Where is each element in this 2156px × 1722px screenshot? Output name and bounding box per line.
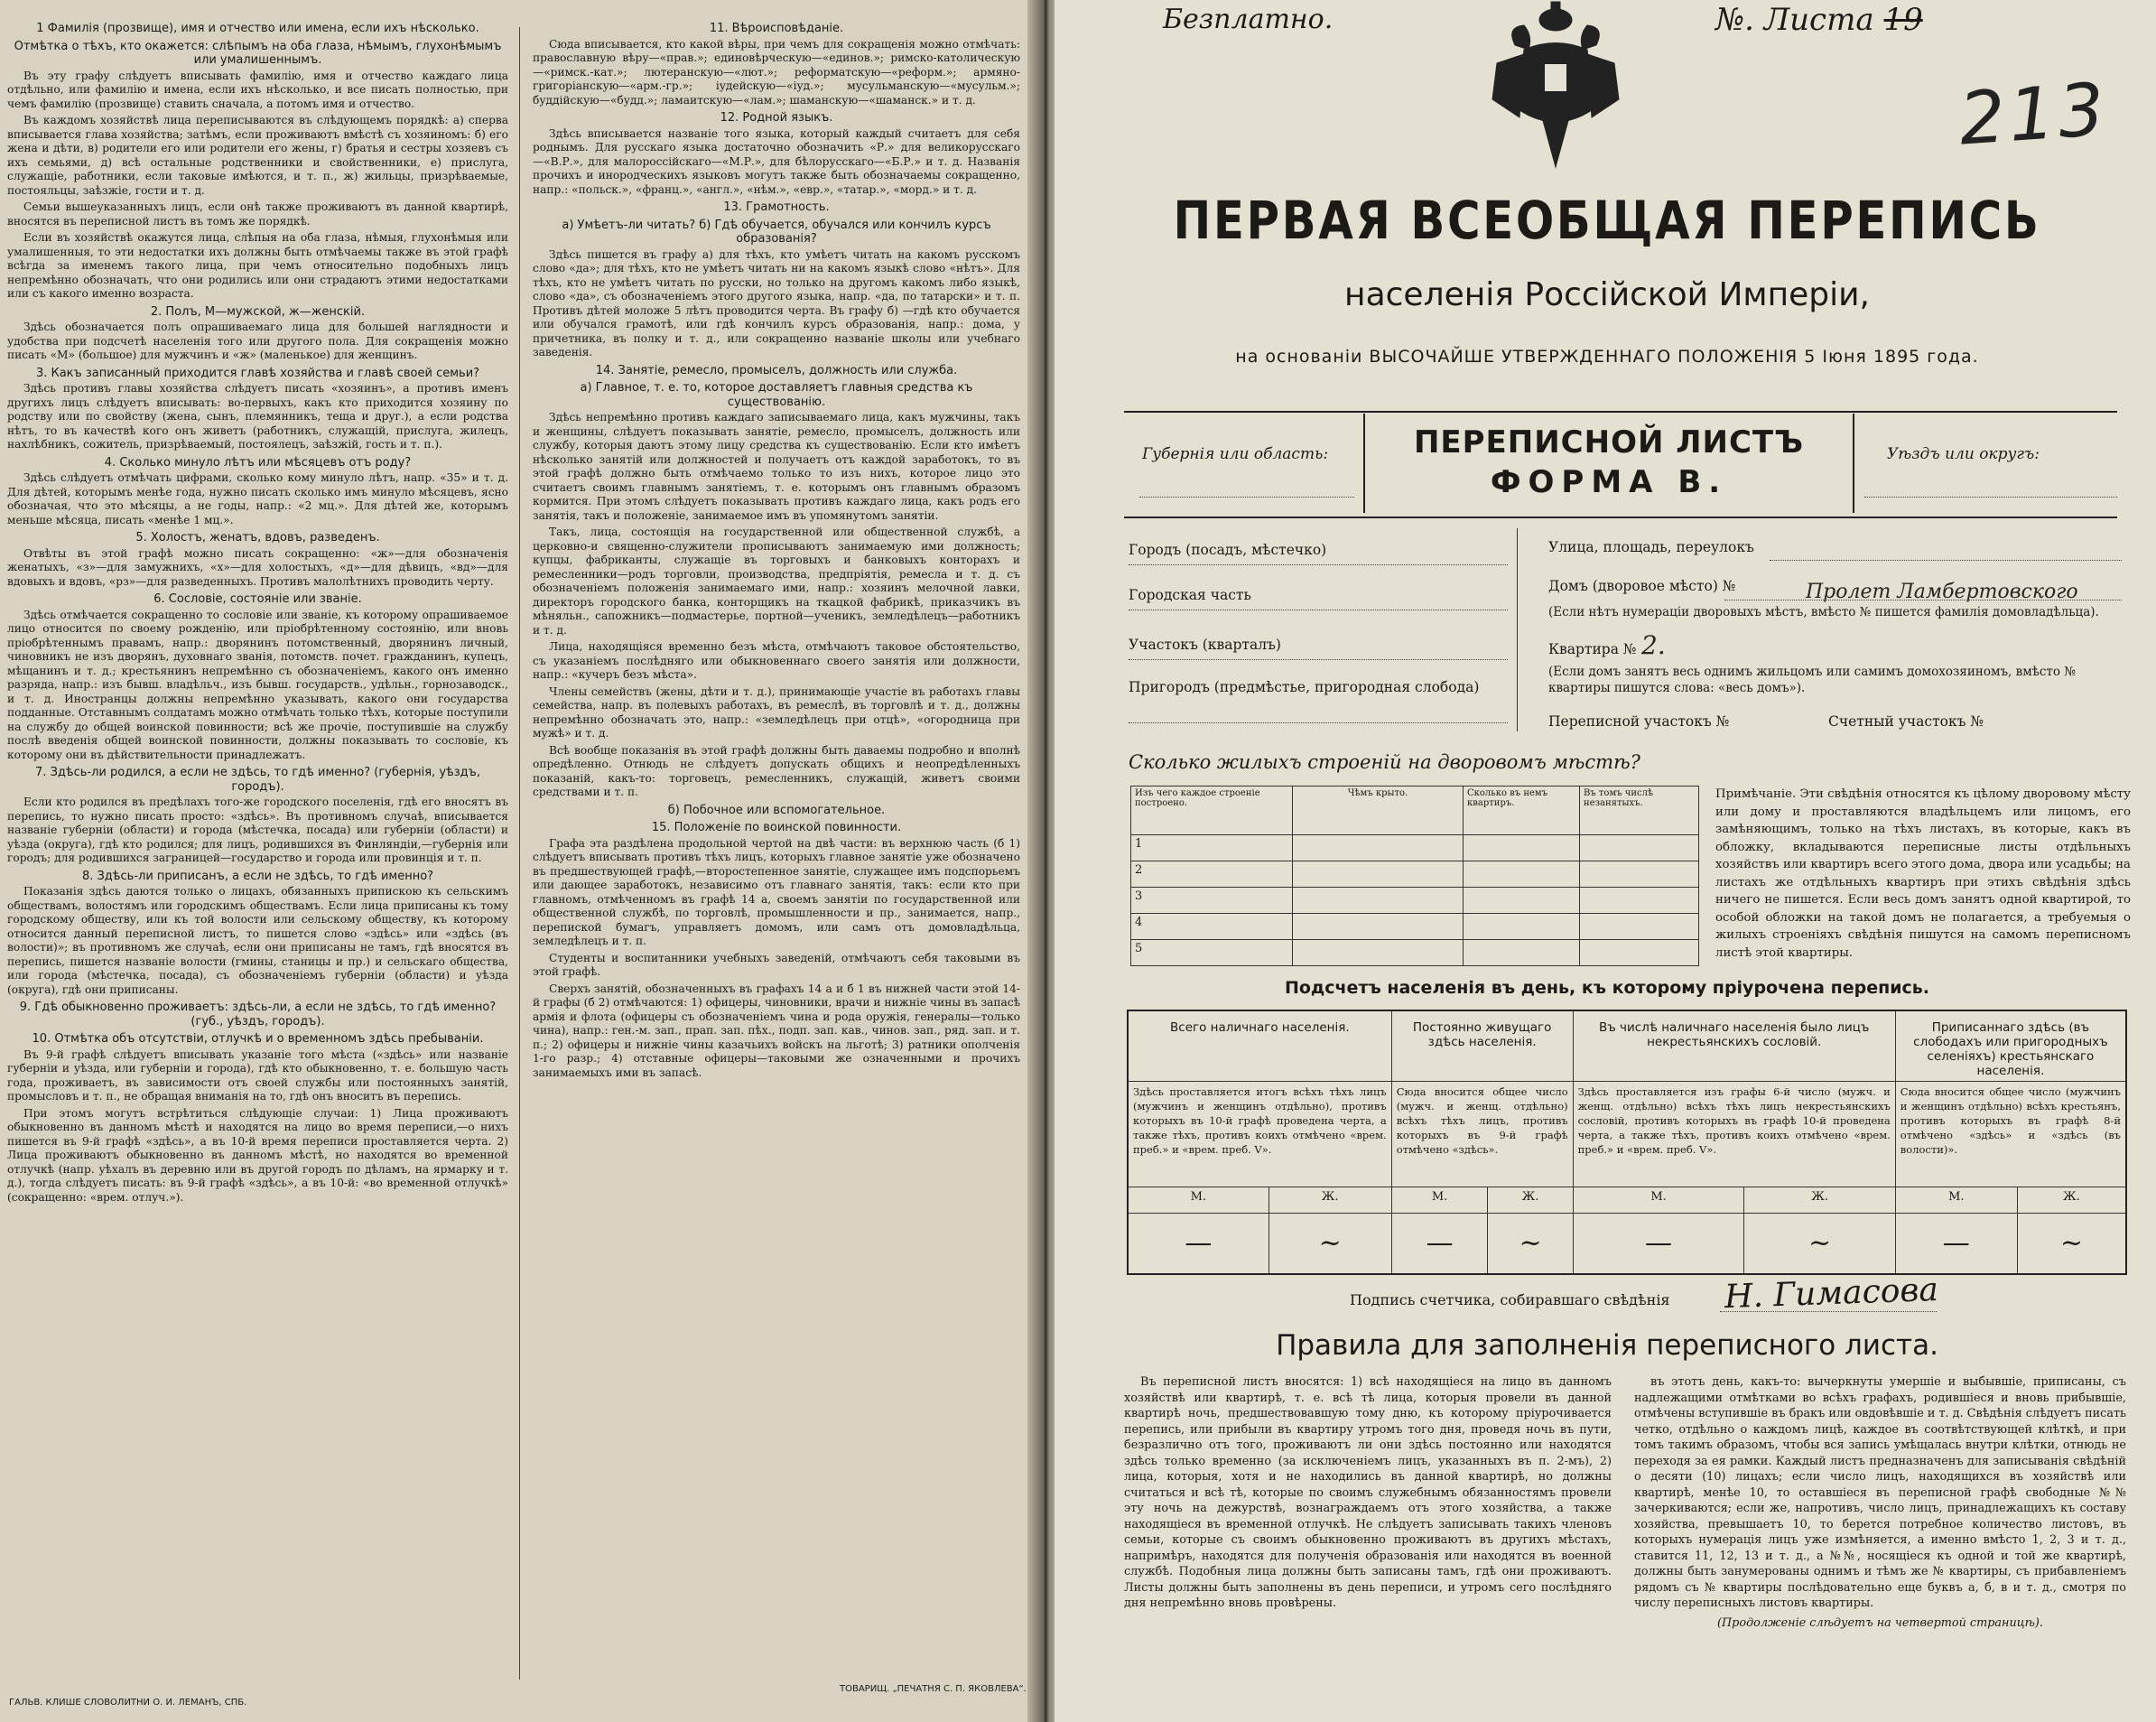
bld-cell[interactable] [1464,914,1580,940]
bld-cell[interactable] [1464,940,1580,966]
section-text: Всѣ вообще показанія въ этой графѣ должны быть даваемы подробно и вполнѣ опредѣленно. Отнюдь не слѣдуетъ допускать общихъ и неопредѣленныхъ показаній, какъ-то: торговецъ, ремесленникъ, служащій, живетъ своими средствами и т. п. [533,743,1020,798]
bld-header-vacant: Въ томъ числѣ незанятыхъ. [1580,787,1699,835]
female-col: Ж. [1744,1187,1895,1214]
suburb-field[interactable] [1129,722,1508,723]
section-heading: Отмѣтка о тѣхъ, кто окажется: слѣпымъ на оба глаза, нѣмымъ, глухонѣмымъ или умалишеннымъ. [14,39,502,67]
male-col: М. [1391,1187,1488,1214]
bld-cell[interactable] [1293,940,1464,966]
bld-header-apartments: Сколько въ немъ квартиръ. [1464,787,1580,835]
section-text: Въ эту графу слѣдуетъ вписывать фамилію, имя и отчество каждаго лица отдѣльно, или фамилію и имена, если ихъ нѣсколько, и все писать полностью, при чемъ фамилію (прозвище) ставить сначала, а потомъ имя и отчество. [7,69,508,110]
count-desc-present: Здѣсь проставляется итогъ всѣхъ тѣхъ лицъ (мужчинъ и женщинъ отдѣльно), противъ которыхъ въ 10-й графѣ проведена черта, а также тѣхъ, противъ коихъ отмѣчено «врем. преб.» и «врем. преб. V». [1128,1082,1391,1187]
census-subtitle: населенія Россійской Имперіи, [1344,276,1870,313]
section-text: Такъ, лица, состоящія на государственной или общественной службѣ, а церковно-и священно-служители прописываютъ занимаемую ими должность; купцы, фабриканты, служащіе въ торговыхъ и банковыхъ конторахъ и ремесленники—родъ торговли, производства, предпріятія, ремесла и т. д. съ обозначеніемъ положенія занимаемаго ими, напр.: хозяинъ мелочной лавки, директоръ городского банка, конторщикъ на ткацкой фабрикѣ, приказчикъ въ мѣняльн., сапожникъ—подмастерье, портной—ученикъ, земледѣлецъ—работникъ и т. д. [533,526,1020,637]
section-text: Здѣсь противъ главы хозяйства слѣдуетъ писать «хозяинъ», а противъ именъ другихъ лицъ слѣдуетъ вписывать: во-первыхъ, какъ кто приходится хозяину по родству или по свойству (жена, сынъ, племянникъ, теща и друг.), а если родства нѣтъ, то въ качествѣ кого онъ живетъ (работникъ, служащій, прислуга, жилецъ, нахлѣбникъ, сожитель, призрѣваемый, постоялецъ, заѣзжій, гость и т. п.). [7,382,508,451]
bld-header-roof: Чѣмъ крыто. [1293,787,1464,835]
enumerator-signature: Н. Гимасова [1724,1271,1939,1317]
house-label: Домъ (дворовое мѣсто) № [1548,578,1736,594]
suburb-label: Пригородъ (предмѣстье, пригородная слобода) [1129,679,1480,695]
uezd-field[interactable] [1864,497,2117,498]
section-heading: 9. Гдѣ обыкновенно проживаетъ: здѣсь-ли, а если не здѣсь, то гдѣ именно? (губ., уѣздъ, городъ). [19,1001,497,1029]
section-text: Здѣсь пишется въ графу а) для тѣхъ, кто умѣетъ читать на какомъ русскомъ слово «да»; для тѣхъ, кто не умѣетъ читать ни на какомъ языкѣ слово «нѣтъ». Для тѣхъ, кто не умѣетъ читать по русски, но только на другомъ какомъ либо языкѣ, слово «да», съ обозначеніемъ этого другого языка, напр. «да, по татарски» и т. п. Противъ дѣтей моложе 5 лѣтъ проводится черта. Въ графу б) —гдѣ кто обучается или обучался грамотѣ, или гдѣ кончилъ курсъ образованія, напр.: дома, у причетника, въ полку и т. д., или сокращенно названіе школы или учебнаго заведенія. [533,247,1020,358]
bld-row-number: 5 [1131,940,1293,966]
section-text: Графа эта раздѣлена продольной чертой на двѣ части: въ верхнюю часть (б 1) слѣдуетъ вписывать противъ тѣхъ лицъ, которыхъ главное занятіе уже обозначено въ предшествующей графѣ,—второстепенное занятіе, служащее имъ подспорьемъ или дающее заработокъ, независимо отъ главнаго занятія, такъ: если кто при главномъ, отмѣченномъ въ графѣ 14 а, своемъ занятіи по государственной или общественной службѣ, по торговлѣ, промышленности и пр., занимается, напр., перепиской бумагъ, управляетъ домомъ, или самъ отъ домовладѣльца, земледѣлецъ и т. п. [533,836,1020,947]
precinct-label: Участокъ (кварталъ) [1129,637,1281,653]
city-district-label: Городская часть [1129,587,1251,603]
section-text: Здѣсь обозначается полъ опрашиваемаго лица для большей наглядности и удобства при подсчетѣ населенія того или другого пола. Для сокращенія можно писать «М» (большое) для мужчинъ и «ж» (маленькое) для женщинъ. [7,321,508,361]
count-desc-permanent: Сюда вносится общее число (мужч. и женщ. отдѣльно) всѣхъ тѣхъ лицъ, противъ которыхъ въ 9-й графѣ отмѣчено «здѣсь». [1391,1082,1573,1187]
section-text: Сверхъ занятій, обозначенныхъ въ графахъ 14 а и б 1 въ нижней части этой 14-й графы (б 2) отмѣчаются: 1) офицеры, чиновники, врачи и нижніе чины въ запасѣ армія и флота (офицеры съ обозначеніемъ чина и рода оружія, генералы—только чина), напр.: ген.-м. зап., прап. зап. пѣх., подп. зап. кав., чинов. зап., ряд. зап. и т. п.; 2) офицеры и нижніе чины казачьихъ войскъ на льготѣ; 3) ратники ополченія 1-го разр.; 4) отставные офицеры—таковыми же означенными и прочихъ занимаемыхъ ими въ запасѣ. [533,982,1020,1079]
section-heading: 15. Положеніе по воинской повинности. [651,821,902,834]
rules-column-1 [1124,1374,1612,1612]
form-title-box [1363,414,1854,513]
form-letter: ФОРМА В. [1490,464,1728,500]
section-text: Члены семействъ (жены, дѣти и т. д.), принимающіе участіе въ работахъ главы семейства, напр. въ полевыхъ работахъ, въ ремеслѣ, въ торговлѣ и т. д., должны непремѣнно обозначать это, напр.: «земледѣлецъ при отцѣ», «огородница при мужѣ» и т. д. [533,684,1020,740]
census-basis: на основаніи ВЫСОЧАЙШЕ УТВЕРЖДЕННАГО ПОЛОЖЕНІЯ 5 Іюня 1895 года. [1235,347,1979,367]
rules-column-2 [1634,1374,2126,1631]
street-label: Улица, площадь, переулокъ [1548,539,1754,555]
section-heading: 6. Сословіе, состояніе или званіе. [153,592,362,606]
form-title: ПЕРЕПИСНОЙ ЛИСТЪ [1413,424,1805,461]
section-text: Здѣсь слѣдуетъ отмѣчать цифрами, сколько кому минуло лѣтъ, напр. «35» и т. д. Для дѣтей, которымъ менѣе года, нужно писать сколько имъ минуло мѣсяцевъ, ясно обозначая, что это мѣсяцы, а не годы, напр.: «2 мц.». Для дѣтей же, которымъ меньше мѣсяца, писать «менѣе 1 мц.». [7,471,508,526]
section-text: При этомъ могутъ встрѣтиться слѣдующіе случаи: 1) Лица проживаютъ обыкновенно въ данномъ мѣстѣ и находятся на лицо во время переписи,—о нихъ пишется въ 9-й графѣ «здѣсь», а въ 10-й время переписи проставляется черта. 2) Лица проживаютъ обыкновенно въ данномъ мѣстѣ, но находятся во временной отлучкѣ (напр. уѣхалъ въ деревню или въ другой городъ по дѣламъ, на ярмарку и т. д.), тогда слѣдуетъ писать: въ 9-й графѣ «здѣсь», а въ 10-й: «во временной отлучкѣ» (сокращенно: «врем. отлуч.»). [7,1106,508,1204]
instructions-column-1 [7,18,508,1207]
bld-row-number: 3 [1131,888,1293,914]
male-col: М. [1128,1187,1269,1214]
bld-cell[interactable] [1293,888,1464,914]
buildings-question: Сколько жилыхъ строеній на дворовомъ мѣстѣ? [1129,751,1640,773]
section-text: Лица, находящіяся временно безъ мѣста, отмѣчаютъ таковое обстоятельство, съ указаніемъ послѣдняго или обыкновеннаго своего занятія или должности, напр.: «кучеръ безъ мѣста». [533,640,1020,681]
count-district-label: Счетный участокъ № [1828,713,1984,730]
bld-row-number: 1 [1131,835,1293,861]
section-heading: 3. Какъ записанный приходится главѣ хозяйства и главѣ своей семьи? [35,366,480,380]
city-field[interactable] [1129,564,1508,565]
section-heading: 8. Здѣсь-ли приписанъ, а если не здѣсь, то гдѣ именно? [81,869,434,883]
section-text: Если въ хозяйствѣ окажутся лица, слѣпыя на оба глаза, нѣмыя, глухонѣмыя или умалишенныя, то эти недостатки ихъ должны быть отмѣчаемы также въ этой графѣ всѣгда за именемъ такого лица, при чемъ относительно подобныхъ лицъ непремѣнно обозначать, что они родились или они страдаютъ этими недостатками или съ какого именно возраста. [7,231,508,300]
sheet-number [1715,2,1923,38]
free-label: Безплатно. [1163,4,1334,35]
count-value[interactable]: ~ [1744,1214,1895,1275]
section-heading: 2. Полъ, М—мужской, ж—женскій. [150,304,366,319]
count-value[interactable]: ~ [1269,1214,1391,1275]
uezd-label: Уѣздъ или округъ: [1887,445,2040,463]
count-value[interactable]: ~ [1488,1214,1573,1275]
bld-cell[interactable] [1580,888,1699,914]
section-heading: а) Главное, т. е. то, которое доставляетъ главныя средства къ существованію. [580,381,973,409]
section-text: Здѣсь отмѣчается сокращенно то сословіе или званіе, къ которому опрашиваемое лицо относится по своему рожденію, или пріобрѣтенному состоянію, или вновь пріобрѣтеннымъ правамъ, напр.: дворянинъ потомственный, дворянинъ личный, чиновникъ не изъ дворянъ, духовнаго званія, потомств. почет. гражданинъ, купецъ, мѣщанинъ и т. д.; крестьянинъ непремѣнно съ обозначеніемъ, какого онъ именно разряда, напр.: изъ бывш. владѣльч., изъ бывш. государств., удѣльн., горнозаводск., и т. д. Иностранцы должны непремѣнно указывать, какого они государства подданные. Отставнымъ солдатамъ можно отмѣчать только тѣхъ, которые поступили на службу до общей воинской повинности; всѣ же прочіе, поступившіе на службу послѣ введенія общей воинской повинности, должны показывать то сословіе, къ которому они въ дѣйствительности принадлежатъ. [7,608,508,761]
bld-cell[interactable] [1464,888,1580,914]
bld-cell[interactable] [1293,914,1464,940]
gubernia-field[interactable] [1139,497,1354,498]
buildings-note: Примѣчаніе. Эти свѣдѣнія относятся къ цѣлому дворовому мѣсту или дому и проставляются владѣльцемъ или лицомъ, его замѣняющимъ, только на тѣхъ листахъ, въ которые, какъ въ обложку, вкладываются переписные листы отдѣльныхъ хозяйствъ или квартиръ всего этого дома, дворa или усадьбы; на листахъ же отдѣльныхъ квартиръ при этихъ свѣдѣнія здѣсь ничего не пишется. Если весь домъ занятъ одной квартирой, то особой обложки на такой домъ не полагается, а требуемыя о жилыхъ строеніяхъ свѣдѣнія пишутся на самомъ переписномъ листѣ этой квартиры. [1715,787,2131,960]
section-heading: 14. Занятіе, ремесло, промыселъ, должность или служба. [595,363,958,377]
section-heading: а) Умѣетъ-ли читать? б) Гдѣ обучается, обучался или кончилъ курсъ образованія? [562,218,991,246]
sheet-number-handwritten: 213 [1956,67,2111,162]
continuation-note: (Продолженіе слѣдуетъ на четвертой страницѣ). [1717,1615,2043,1630]
section-heading: 13. Грамотность. [723,200,830,214]
rules-title: Правила для заполненія переписного листа. [1276,1329,1938,1362]
section-text: Здѣсь вписывается названіе того языка, который каждый считаетъ для себя роднымъ. Для русскаго языка достаточно обозначить «Р.» для великорусскаго—«В.Р.», для малороссійскаго—«М.Р.», для бѣлорусскаго—«Б.Р.» и т. д. Названія прочихъ и инородческихъ языковъ могутъ также быть обозначаемы сокращенно, напр.: «польск.», «франц.», «англ.», «нѣм.», «евр.», «татар.», «морд.» и т. д. [533,126,1020,196]
count-desc-non-peasant: Здѣсь проставляется изъ графы 6-й число (мужч. и женщ. отдѣльно) всѣхъ тѣхъ лицъ некрестьянскихъ сословій, противъ которыхъ въ графѣ 10-й проведена черта, а также тѣхъ, противъ коихъ отмѣчено «врем. преб.» и «врем. преб. V». [1573,1082,1895,1187]
rules-text-1: Въ переписной листъ вносятся: 1) всѣ находящіеся на лицо въ данномъ хозяйствѣ или квартирѣ, т. е. всѣ тѣ лица, которыя провели въ данной квартирѣ ночь, предшествовавшую тому дню, къ которому пріурочивается перепись, или прибыли въ квартиру утромъ того дня, проведя ночь въ пути, безразлично отъ того, проживаютъ ли они здѣсь постоянно или находятся здѣсь только временно (за исключеніемъ лицъ, указанныхъ въ п. 2-мъ), 2) лица, которыя, хотя и не находились въ данной квартирѣ, но должны считаться и всѣ тѣ, которые по своимъ служебнымъ обязанностямъ провели эту ночь на дежурствѣ, вознаграждаемъ отъ этого хозяйства, а также находящіеся въ временной отлучкѣ. Не слѣдуетъ записывать такихъ членовъ семьи, которые съ своимъ обыкновенно проживаютъ въ другихъ мѣстахъ, напримѣръ, находятся для полученія образованія или находятся въ военной службѣ. Подобныя лица должны быть записаны тамъ, гдѣ они проживаютъ. Листы должны быть заполнены въ день переписи, и утромъ сего послѣдняго дня непремѣнно вновь провѣрены. [1124,1375,1612,1610]
bld-cell[interactable] [1580,861,1699,888]
section-text: Студенты и воспитанники учебныхъ заведеній, отмѣчаютъ себя таковыми въ этой графѣ. [533,951,1020,978]
section-text: Въ 9-й графѣ слѣдуетъ вписывать указаніе того мѣста («здѣсь» или названіе губерніи и уѣзда, или губерніи и города), гдѣ кто обыкновенно, т. е. большую часть года, проживаетъ, въ зависимости отъ своей службы или постоянныхъ занятій, промысловъ и т. п., не обращая вниманія на то, гдѣ онъ вноситъ въ перепись. [7,1047,508,1103]
count-value[interactable]: — [1573,1214,1744,1275]
street-field[interactable] [1770,560,2122,561]
population-count-table [1127,1010,2127,1275]
section-text: Въ каждомъ хозяйствѣ лица переписываются въ слѣдующемъ порядкѣ: а) сперва вписывается глава хозяйства; затѣмъ, если проживаютъ вмѣстѣ съ хозяиномъ: б) его жена и дѣти, в) родители его или родители его жены, г) братья и сестры хозяевъ съ ихъ семьями, д) всѣ остальные родственники и свойственники, е) прислуга, служащіе, работники, если таковые имѣются, и т. п., ж) жильцы, призрѣваемые, постояльцы, заѣзжіе, гости и т. д. [7,114,508,197]
section-heading: 5. Холостъ, женатъ, вдовъ, разведенъ. [135,531,380,545]
apartment-note: (Если домъ занятъ весь однимъ жильцомъ или самимъ домохозяиномъ, вмѣсто № квартиры пишутся слова: «весь домъ»). [1548,665,2077,695]
count-value[interactable]: — [1391,1214,1488,1275]
count-value[interactable]: — [1895,1214,2017,1275]
female-col: Ж. [2017,1187,2126,1214]
buildings-table [1130,786,1699,966]
precinct-field[interactable] [1129,659,1508,660]
male-col: М. [1573,1187,1744,1214]
census-district-label: Переписной участокъ № [1548,713,1730,730]
double-headed-eagle-emblem [1488,0,1623,172]
count-desc-peasant: Сюда вносится общее число (мужчинъ и женщинъ отдѣльно) всѣхъ крестьянъ, противъ которыхъ въ графѣ 8-й отмѣчено «здѣсь» и «здѣсь (въ волости)». [1895,1082,2126,1187]
female-col: Ж. [1269,1187,1391,1214]
bld-row-number: 4 [1131,914,1293,940]
house-note: (Если нѣтъ нумераціи дворовыхъ мѣстъ, вмѣсто № пишется фамилія домовладѣльца). [1548,605,2099,619]
bld-cell[interactable] [1293,861,1464,888]
section-heading: 12. Родной языкъ. [720,111,833,125]
section-heading: 7. Здѣсь-ли родился, а если не здѣсь, то гдѣ именно? (губернія, уѣздъ, городъ). [35,766,480,794]
apartment-label: Квартира № [1548,641,1637,657]
section-text: Отвѣты въ этой графѣ можно писать сокращенно: «ж»—для обозначенія женатыхъ, «з»—для замужнихъ, «х»—для холостыхъ, «д»—для дѣвицъ, «вд»—для вдовыхъ и вдовъ, «рз»—для разведенныхъ. Противъ малолѣтнихъ проводить черту. [7,546,508,588]
section-heading: б) Побочное или вспомогательное. [667,803,886,817]
gubernia-label: Губернія или область: [1142,445,1329,463]
section-text: Если кто родился въ предѣлахъ того-же городского поселенія, гдѣ его вносятъ въ перепись, то нужно писать просто: «здѣсь». Въ противномъ случаѣ, вписывается названіе губерніи (области) и города (мѣстечка, посада) или губерніи (области) и уѣзда (округа), гдѣ кто родился; для лицъ, родившихся въ Финляндіи,—губернія или городъ; для родившихся заграницей—государство и города или провинція и т. п. [7,796,508,864]
sheet-number-label: №. Листа [1715,2,1874,38]
printer-imprint-right: ТОВАРИЩ. „ПЕЧАТНЯ С. П. ЯКОВЛЕВА“. [840,1684,1027,1694]
bld-cell[interactable] [1580,835,1699,861]
count-header-permanent: Постоянно живущаго здѣсь населенія. [1391,1010,1573,1082]
bld-cell[interactable] [1293,835,1464,861]
count-value[interactable]: ~ [2017,1214,2126,1275]
address-divider [1517,528,1518,731]
column-divider [519,27,520,1680]
street-value: Пролет Ламбертовского [1806,581,2078,603]
count-value[interactable]: — [1128,1214,1269,1275]
section-text: Показанія здѣсь даются только о лицахъ, обязанныхъ припискою къ сельскимъ обществамъ, волостямъ или городскимъ обществамъ. Если лица приписаны къ тому городскому обществу, или къ той волости или сельскому обществу, къ которому относится данный переписной листъ, то пишется слово «здѣсь» или «здѣсь (въ волости)»; въ противномъ же случаѣ, если они приписаны не тамъ, гдѣ вносятся въ перепись, пишется названіе волости (гмины, станицы и пр.) и сельскаго общества, или города (мѣстечка, посада), съ обозначеніемъ губерніи (области) и уѣзда (округа), гдѣ они приписаны. [7,885,508,996]
population-count-title: Подсчетъ населенія въ день, къ которому пріурочена перепись. [1284,978,1930,998]
section-heading: 11. Вѣроисповѣданіе. [709,22,844,35]
female-col: Ж. [1488,1187,1573,1214]
section-text: Здѣсь непремѣнно противъ каждаго записываемаго лица, какъ мужчины, такъ и женщины, слѣдуетъ показывать занятіе, ремесло, промыселъ, должность или службу, которыя даютъ этому лицу средства къ существованію. Если кто имѣетъ нѣсколько занятій или должностей и получаетъ отъ каждой заработокъ, то въ этой графѣ должно быть отмѣчаемо только то изъ нихъ, которое лицо это считаетъ своимъ главнымъ занятіемъ, т. е. которымъ онъ главнымъ образомъ кормится. При этомъ слѣдуетъ показывать противъ каждаго лица, какъ родъ его занятія, такъ и положеніе, занимаемое имъ въ упомянутомъ занятіи. [533,411,1020,522]
city-label: Городъ (посадъ, мѣстечко) [1129,542,1327,558]
bld-cell[interactable] [1580,914,1699,940]
sheet-number-crossed: 19 [1883,2,1923,38]
bld-cell[interactable] [1464,861,1580,888]
section-text: Семьи вышеуказанныхъ лицъ, если онѣ также проживаютъ въ данной квартирѣ, вносятся въ переписной листъ въ томъ же порядкѣ. [7,200,508,228]
printer-imprint-left: ГАЛЬВ. КЛИШЕ СЛОВОЛИТНИ О. И. ЛЕМАНЪ, СПБ. [9,1698,247,1708]
bld-cell[interactable] [1580,940,1699,966]
apartment-value: 2. [1641,630,1666,660]
census-title: ПЕРВАЯ ВСЕОБЩАЯ ПЕРЕПИСЬ [1173,190,2041,251]
rules-text-2: въ этотъ день, какъ-то: вычеркнуты умершіе и выбывшіе, приписаны, съ надлежащими отмѣтками во всѣхъ графахъ, родившіеся и вновь прибывшіе, отмѣчены вступившіе въ бракъ или овдовѣвшіе и т. д. Свѣдѣнія слѣдуетъ писать четко, отдѣльно о каждомъ лицѣ, каждое въ соотвѣтствующей клѣткѣ, и при томъ такимъ образомъ, чтобы вся запись умѣщалась внутри клѣтки, отнюдь не переходя за ея рамки. Каждый листъ предназначенъ для записыванія свѣдѣній о десяти (10) лицахъ; если число лицъ, находящихся въ хозяйствѣ или квартирѣ, менѣе 10, то оставшіеся въ переписной графѣ свободные №№ зачеркиваются; если же, напротивъ, число лицъ, принадлежащихъ къ составу хозяйства, превышаетъ 10, то берется потребное количество листовъ, въ которыхъ нумерація лицъ уже измѣняется, а именно вмѣсто 1, 2, 3 и т. д., ставится 11, 12, 13 и т. д., а №№, носящіеся къ одной и той же квартирѣ, должны быть занумерованы однимъ и тѣмъ же № квартиры, съ прибавленіемъ рядомъ съ № квартиры послѣдовательно еще буквъ а, б, в и т. д., смотря по числу переписныхъ листовъ квартиры. [1634,1375,2126,1610]
left-page [0,0,1047,1722]
bld-row-number: 2 [1131,861,1293,888]
bld-cell[interactable] [1464,835,1580,861]
section-heading: 1 Фамилія (прозвище), имя и отчество или имена, если ихъ нѣсколько. [36,22,479,35]
bld-header-material: Изъ чего каждое строеніе построено. [1131,787,1293,835]
signature-label: Подпись счетчика, собиравшаго свѣдѣнія [1350,1291,1670,1308]
section-text: Сюда вписывается, кто какой вѣры, при чемъ для сокращенія можно отмѣчать: православную вѣру—«прав.»; единовѣрческую—«единов.»; римско-католическую—«римск.-кат.»; лютеранскую—«лют.»; реформатскую—«реформ.»; армяно-григоріанскую—«арм.-гр.»; іудейскую—«іуд.»; мусульманскую—«мусульм.»; буддійскую—«будд.»; ламаитскую—«лам.»; шаманскую—«шаманск.» и т. д. [533,37,1020,107]
count-header-present: Всего наличнаго населенія. [1128,1010,1391,1082]
instructions-column-2 [533,18,1020,1083]
count-header-non-peasant: Въ числѣ наличнаго населенія было лицъ некрестьянскихъ сословій. [1573,1010,1895,1082]
section-heading: 10. Отмѣтка объ отсутствіи, отлучкѣ и о временномъ здѣсь пребываніи. [32,1032,484,1046]
male-col: М. [1895,1187,2017,1214]
count-header-peasant: Приписаннаго здѣсь (въ слободахъ или пригородныхъ селеніяхъ) крестьянскаго населенія. [1895,1010,2126,1082]
section-heading: 4. Сколько минуло лѣтъ или мѣсяцевъ отъ роду? [104,455,412,470]
